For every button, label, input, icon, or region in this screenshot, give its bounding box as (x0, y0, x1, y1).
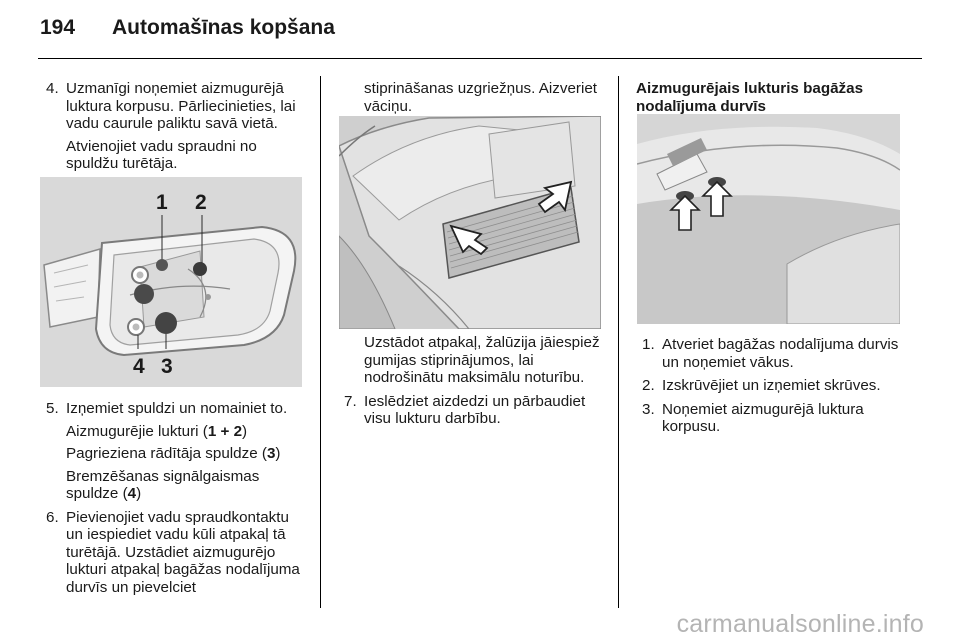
step-text: Pievienojiet vadu spraudkontaktu un iespiediet vadu kūli atpakaļ tā turētājā. Uzstādiet aizmugurējo lukturi atpakaļ bagāžas nodalījuma durvīs un pievelciet (66, 508, 300, 596)
step-text: Izņemiet spuldzi un nomainiet to. (66, 400, 288, 417)
step-text: Uzmanīgi noņemiet aizmugurējā luktura korpusu. Pārliecinieties, lai vadu caurule paliktu savā vietā. (66, 80, 296, 132)
step-text: Noņemiet aizmugurējā luktura korpusu. (662, 400, 864, 435)
step-number: 4. (46, 80, 59, 97)
step-number: 5. (46, 400, 59, 417)
column-2-lower (338, 334, 603, 428)
step-number: 3. (642, 400, 655, 418)
step-text: Atveriet bagāžas nodalījuma durvis un noņemiet vākus. (662, 336, 899, 371)
column-3-lower (636, 336, 902, 436)
step-number: 1. (642, 336, 655, 353)
step-5 (40, 400, 305, 418)
step-text: Ieslēdziet aizdedzi un pārbaudiet visu lukturu darbību. (364, 392, 586, 427)
step-4-sub: Atvienojiet vadu spraudni no spuldžu turētāja. (66, 137, 257, 172)
page-header (40, 16, 335, 40)
column-1-lower (40, 400, 305, 596)
column-divider-1 (320, 76, 321, 608)
rear-light-illustration (40, 177, 302, 387)
figure-rear-light-bulbs (40, 177, 302, 387)
step-6-continued: stiprināšanas uzgriežņus. Aizveriet vāciņu. (364, 80, 597, 115)
watermark: carmanualsonline.info (676, 610, 924, 638)
step-5-sub-brake-light: Bremzēšanas signālgaismas spuldze (4) (66, 467, 260, 502)
column-1 (40, 80, 305, 173)
callout-3: 3 (161, 355, 173, 378)
step-number: 7. (344, 392, 357, 410)
column-3-top (636, 80, 902, 115)
section-heading: Aizmugurējais lukturis bagāžas nodalījuma durvīs (636, 80, 864, 115)
step-4 (40, 80, 305, 133)
column-2-top (338, 80, 603, 115)
luggage-cover-illustration (339, 116, 601, 329)
figure-tailgate-light (637, 114, 900, 324)
step-5-sub-turn-signal: Pagrieziena rādītāja spuldze (3) (66, 445, 281, 462)
column-divider-2 (618, 76, 619, 608)
step-7 (338, 393, 603, 428)
tailgate-illustration (637, 114, 900, 324)
note-text: Uzstādot atpakaļ, žalūzija jāiespiež gumijas stiprinājumos, lai nodrošinātu maksimālu noturību. (364, 334, 600, 386)
step-5-sub-rear-lights: Aizmugurējie lukturi (1 + 2) (66, 422, 248, 440)
step-number: 6. (46, 508, 59, 526)
step-text: Izskrūvējiet un izņemiet skrūves. (662, 377, 881, 394)
page-number: 194 (40, 16, 76, 39)
callout-4: 4 (133, 355, 145, 378)
step-6 (40, 509, 305, 597)
figure-luggage-cover (339, 116, 601, 329)
step-number: 2. (642, 377, 655, 394)
step-3 (636, 401, 902, 436)
callout-2: 2 (195, 191, 207, 214)
header-rule (38, 58, 922, 59)
callout-1: 1 (156, 191, 168, 214)
step-1 (636, 336, 902, 371)
page-title: Automašīnas kopšana (112, 16, 335, 39)
step-2 (636, 377, 902, 395)
